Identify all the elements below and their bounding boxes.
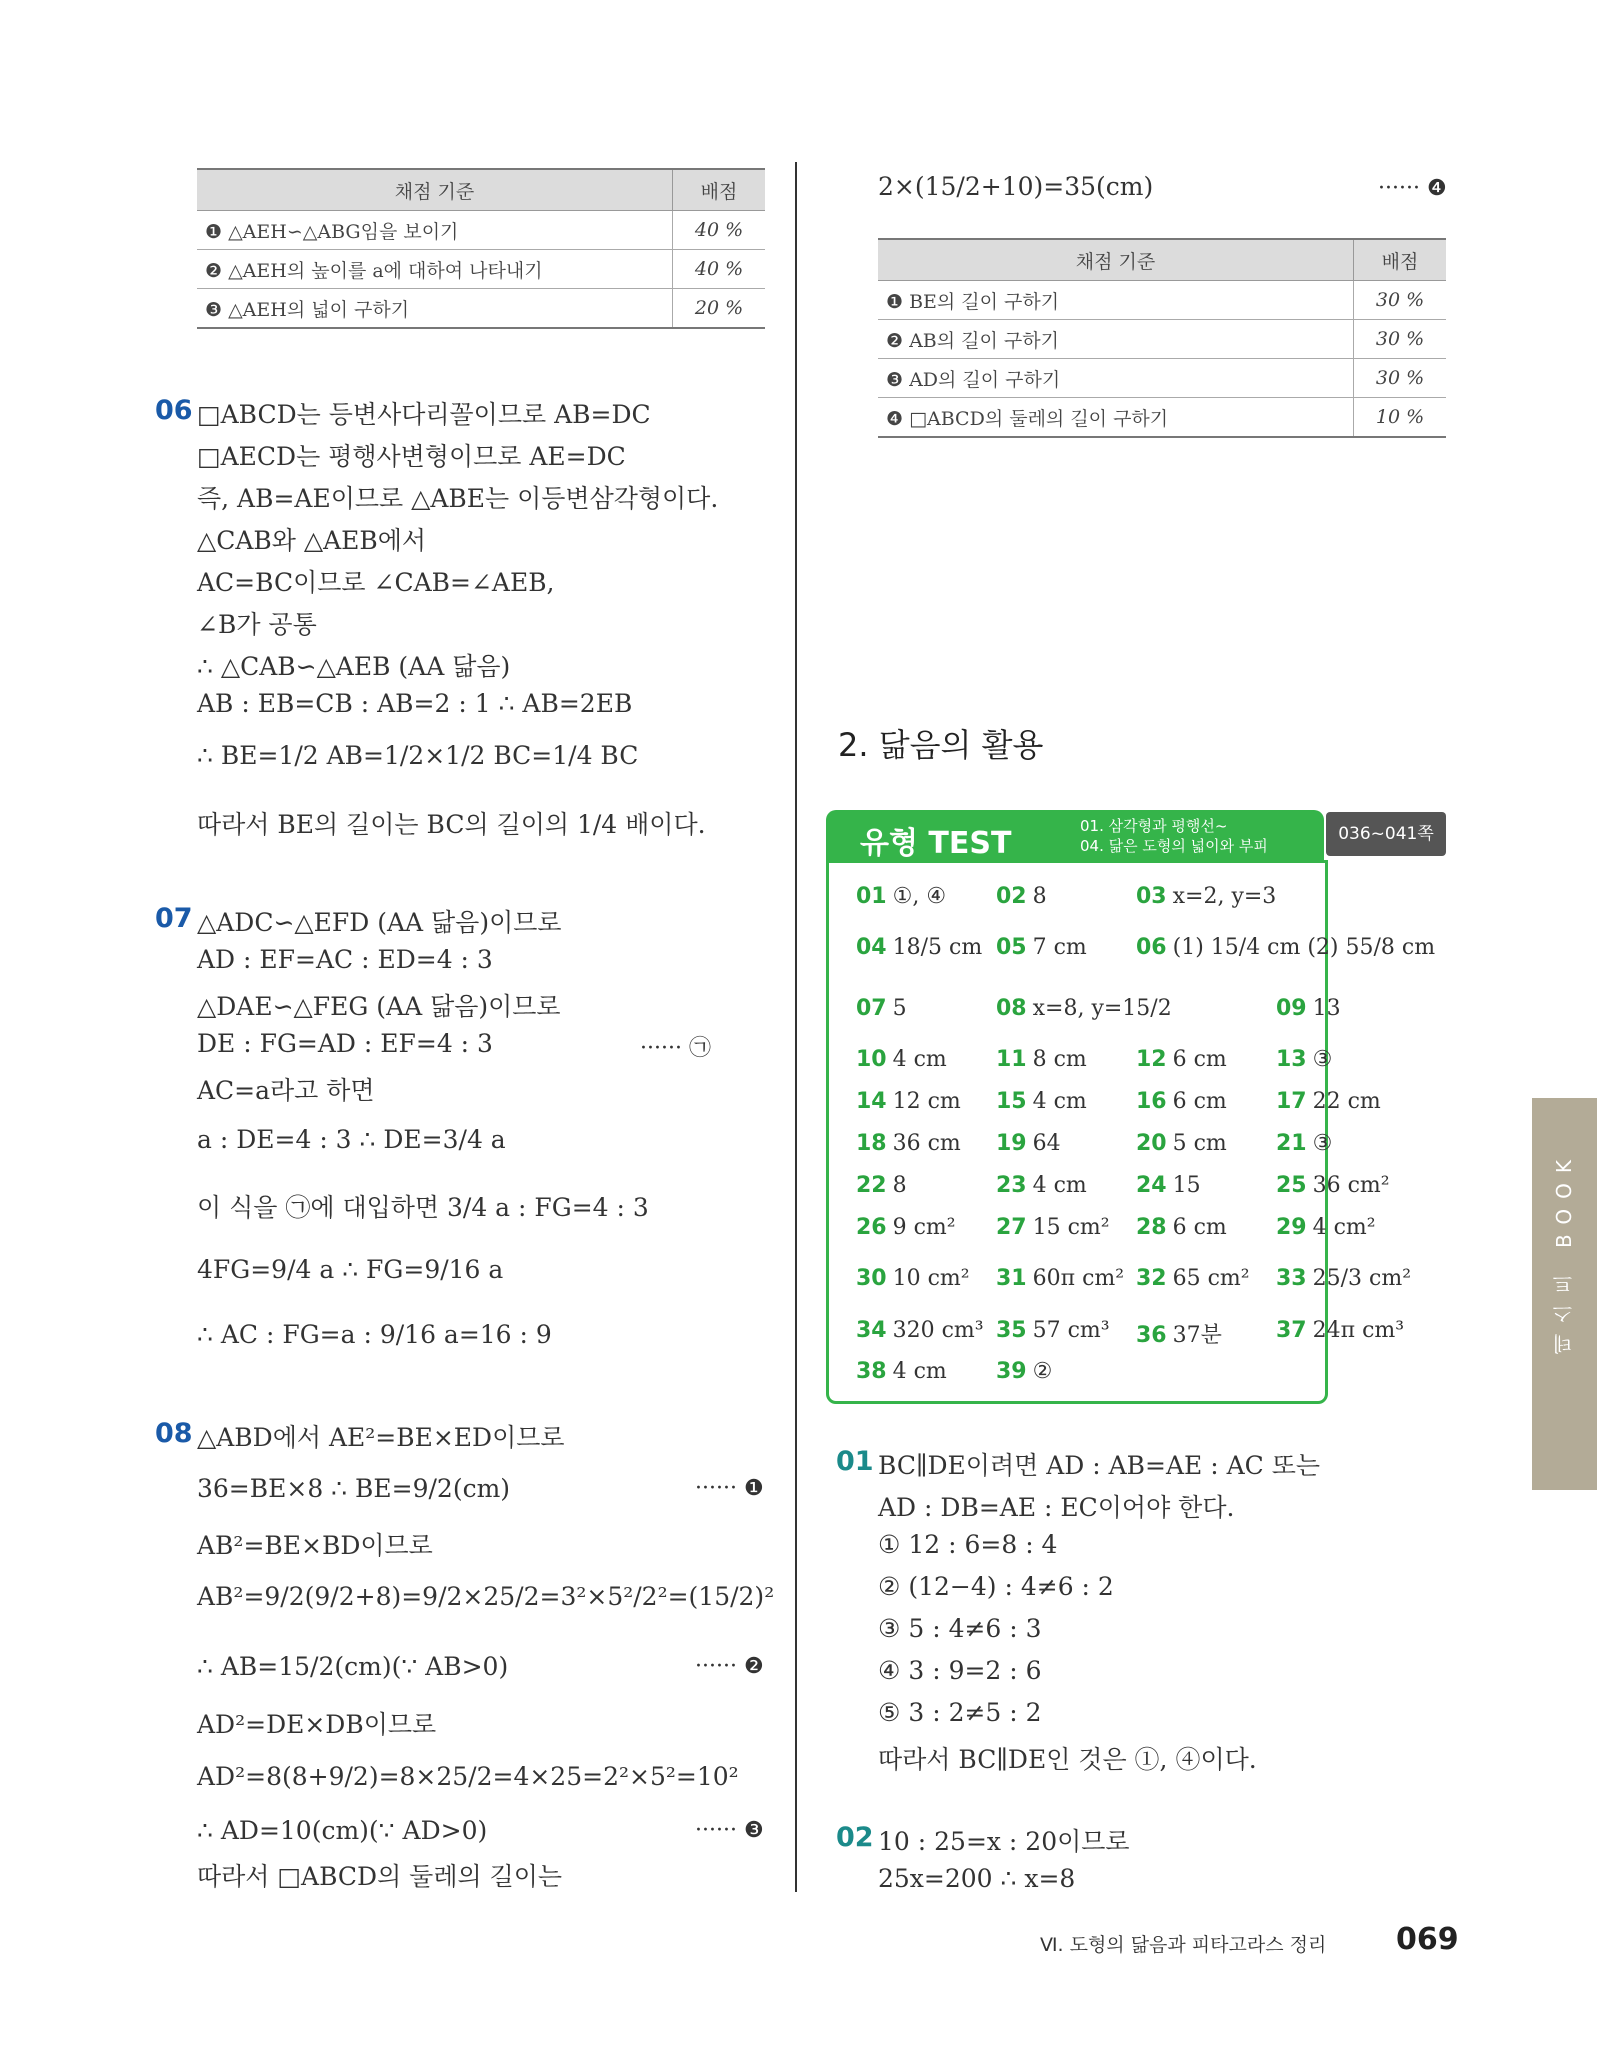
- solution-line: □AECD는 평행사변형이므로 AE=DC: [197, 442, 626, 471]
- answer-item: [1276, 1266, 1411, 1291]
- answer-number: 11: [996, 1047, 1027, 1072]
- solution-line: □ABCD는 등변사다리꼴이므로 AB=DC: [197, 400, 651, 429]
- answer-item: [1136, 935, 1435, 960]
- answer-item: [1276, 1131, 1332, 1156]
- answer-item: [1276, 1318, 1404, 1343]
- problem-number: 07: [155, 903, 193, 934]
- section-title: 2. 닮음의 활용: [838, 726, 1044, 764]
- table-row: [878, 281, 1446, 320]
- answer-number: 34: [856, 1318, 887, 1343]
- table-row: [197, 289, 765, 329]
- answer-item: [1136, 1318, 1222, 1349]
- answer-value: ③: [1312, 1131, 1333, 1156]
- answer-value: 36 cm²: [1312, 1173, 1390, 1198]
- solution-line: AD²=8(8+9/2)=8×25/2=4×25=2²×5²=10²: [197, 1762, 739, 1791]
- solution-line: ∴ △CAB∽△AEB (AA 닮음): [197, 652, 511, 681]
- answer-number: 20: [1136, 1131, 1167, 1156]
- answer-item: [1276, 1047, 1332, 1072]
- answer-item: [1136, 1173, 1201, 1198]
- answer-number: 02: [996, 884, 1027, 909]
- table-cell: ❶ △AEH∽△ABG임을 보이기: [197, 211, 673, 250]
- solution-line: 4FG=9/4 a ∴ FG=9/16 a: [197, 1255, 504, 1284]
- answer-value: 25/3 cm²: [1312, 1266, 1412, 1291]
- problem-number: 02: [836, 1822, 874, 1853]
- answer-number: 07: [856, 996, 887, 1021]
- table-header: 채점 기준: [197, 169, 673, 211]
- answer-item: [996, 996, 1172, 1021]
- answer-value: x=2, y=3: [1172, 884, 1277, 909]
- answer-item: [996, 1266, 1124, 1291]
- answer-value: 7 cm: [1032, 935, 1087, 960]
- answer-number: 27: [996, 1215, 1027, 1240]
- table-header: 채점 기준: [878, 239, 1354, 281]
- answer-item: [1136, 1089, 1227, 1114]
- answer-number: 37: [1276, 1318, 1307, 1343]
- solution-line: AD : EF=AC : ED=4 : 3: [197, 945, 493, 974]
- answer-number: 14: [856, 1089, 887, 1114]
- answer-number: 08: [996, 996, 1027, 1021]
- answer-item: [1136, 1047, 1227, 1072]
- answer-item: [1276, 1089, 1381, 1114]
- problem-number: 01: [836, 1446, 874, 1477]
- solution-line: ∴ AC : FG=a : 9/16 a=16 : 9: [197, 1320, 552, 1349]
- table-cell: 40 %: [673, 211, 766, 250]
- answer-value: 37분: [1172, 1323, 1222, 1348]
- side-tab-text: 테스트 BOOK: [1552, 1150, 1576, 1355]
- column-divider: [795, 162, 797, 1892]
- answer-number: 36: [1136, 1323, 1167, 1348]
- answer-item: [1136, 1215, 1227, 1240]
- answer-item: [856, 1173, 907, 1198]
- answer-value: 24π cm³: [1312, 1318, 1405, 1343]
- test-box-subtitle-line: 04. 닮은 도형의 넓이와 부피: [1080, 837, 1268, 855]
- answer-item: [996, 884, 1047, 909]
- answer-value: 8: [892, 1173, 907, 1198]
- table-cell: 30 %: [1354, 281, 1447, 320]
- step-marker: ······ ❸: [695, 1818, 764, 1843]
- page-number: 069: [1396, 1922, 1459, 1957]
- solution-line: ③ 5 : 4≠6 : 3: [878, 1614, 1042, 1643]
- answer-value: 4 cm: [1032, 1173, 1087, 1198]
- table-row: [878, 398, 1446, 438]
- answer-value: 6 cm: [1172, 1047, 1227, 1072]
- answer-number: 17: [1276, 1089, 1307, 1114]
- answer-item: [996, 1131, 1061, 1156]
- answer-number: 25: [1276, 1173, 1307, 1198]
- answer-item: [1276, 1215, 1376, 1240]
- problem-number: 08: [155, 1418, 193, 1449]
- table-cell: ❸ △AEH의 넓이 구하기: [197, 289, 673, 329]
- answer-number: 15: [996, 1089, 1027, 1114]
- solution-line: ∴ BE=1/2 AB=1/2×1/2 BC=1/4 BC: [197, 741, 639, 770]
- solution-line: △CAB와 △AEB에서: [197, 526, 427, 555]
- answer-value: ②: [1032, 1359, 1053, 1384]
- answer-value: (1) 15/4 cm (2) 55/8 cm: [1172, 935, 1436, 960]
- answer-value: 13: [1312, 996, 1341, 1021]
- answer-value: 9 cm²: [892, 1215, 956, 1240]
- answer-value: 18/5 cm: [892, 935, 983, 960]
- step-marker: ······ ❶: [695, 1476, 764, 1501]
- answer-item: [856, 1318, 984, 1343]
- test-box-subtitle: [1080, 816, 1268, 856]
- left-score-table: [197, 168, 765, 329]
- table-cell: 20 %: [673, 289, 766, 329]
- solution-line: AC=BC이므로 ∠CAB=∠AEB,: [197, 568, 555, 597]
- equation-marker: ······ ㉠: [640, 1036, 711, 1061]
- solution-line: ② (12−4) : 4≠6 : 2: [878, 1572, 1114, 1601]
- table-cell: ❷ △AEH의 높이를 a에 대하여 나타내기: [197, 250, 673, 289]
- solution-line: 따라서 □ABCD의 둘레의 길이는: [197, 1862, 563, 1891]
- answer-item: [1136, 884, 1276, 909]
- solution-line: △DAE∽△FEG (AA 닮음)이므로: [197, 992, 561, 1021]
- chapter-footer: Ⅵ. 도형의 닮음과 피타고라스 정리: [1040, 1934, 1327, 1956]
- answer-number: 23: [996, 1173, 1027, 1198]
- solution-line: 따라서 BC∥DE인 것은 ①, ④이다.: [878, 1745, 1257, 1774]
- solution-line: ∠B가 공통: [197, 610, 317, 639]
- answer-value: 320 cm³: [892, 1318, 984, 1343]
- answer-number: 01: [856, 884, 887, 909]
- answer-value: 8: [1032, 884, 1047, 909]
- solution-line: AD²=DE×DB이므로: [197, 1710, 437, 1739]
- answer-number: 38: [856, 1359, 887, 1384]
- answer-item: [1136, 1131, 1227, 1156]
- answer-number: 28: [1136, 1215, 1167, 1240]
- answer-number: 13: [1276, 1047, 1307, 1072]
- answer-item: [1276, 1173, 1390, 1198]
- answer-value: 64: [1032, 1131, 1061, 1156]
- answer-number: 30: [856, 1266, 887, 1291]
- table-row: [197, 211, 765, 250]
- table-cell: ❸ AD의 길이 구하기: [878, 359, 1354, 398]
- answer-value: 36 cm: [892, 1131, 961, 1156]
- perimeter-formula: 2×(15/2+10)=35(cm): [878, 172, 1154, 201]
- answer-value: 65 cm²: [1172, 1266, 1250, 1291]
- answer-number: 29: [1276, 1215, 1307, 1240]
- answer-number: 06: [1136, 935, 1167, 960]
- answer-value: 4 cm: [1032, 1089, 1087, 1114]
- answer-item: [996, 1359, 1052, 1384]
- answer-number: 05: [996, 935, 1027, 960]
- answer-value: 12 cm: [892, 1089, 961, 1114]
- answer-value: 57 cm³: [1032, 1318, 1110, 1343]
- answer-value: ③: [1312, 1047, 1333, 1072]
- solution-line: 즉, AB=AE이므로 △ABE는 이등변삼각형이다.: [197, 484, 719, 513]
- table-row: [878, 320, 1446, 359]
- answer-item: [856, 1089, 961, 1114]
- answer-number: 10: [856, 1047, 887, 1072]
- answer-value: 5 cm: [1172, 1131, 1227, 1156]
- solution-line: ⑤ 3 : 2≠5 : 2: [878, 1698, 1042, 1727]
- solution-line: AB : EB=CB : AB=2 : 1 ∴ AB=2EB: [197, 689, 633, 718]
- answer-item: [996, 1173, 1087, 1198]
- answer-item: [996, 1089, 1087, 1114]
- right-score-table: [878, 238, 1446, 438]
- answer-item: [856, 884, 946, 909]
- answer-number: 21: [1276, 1131, 1307, 1156]
- answer-item: [996, 1215, 1110, 1240]
- answer-number: 18: [856, 1131, 887, 1156]
- answer-number: 12: [1136, 1047, 1167, 1072]
- solution-line: AB²=9/2(9/2+8)=9/2×25/2=3²×5²/2²=(15/2)²: [197, 1582, 775, 1611]
- answer-value: ①, ④: [892, 884, 947, 909]
- page-range-badge: 036~041쪽: [1326, 812, 1446, 856]
- solution-line: ① 12 : 6=8 : 4: [878, 1530, 1058, 1559]
- table-cell: 40 %: [673, 250, 766, 289]
- answer-item: [856, 1266, 970, 1291]
- problem-number: 06: [155, 395, 193, 426]
- solution-line: 10 : 25=x : 20이므로: [878, 1827, 1130, 1856]
- answer-value: 4 cm: [892, 1047, 947, 1072]
- answer-item: [1276, 996, 1341, 1021]
- answer-value: 10 cm²: [892, 1266, 970, 1291]
- solution-line: △ADC∽△EFD (AA 닮음)이므로: [197, 908, 562, 937]
- answer-number: 22: [856, 1173, 887, 1198]
- answer-item: [856, 996, 907, 1021]
- answer-value: 15 cm²: [1032, 1215, 1110, 1240]
- table-cell: 30 %: [1354, 320, 1447, 359]
- side-tab-label: [1548, 1150, 1578, 1363]
- table-cell: ❹ □ABCD의 둘레의 길이 구하기: [878, 398, 1354, 438]
- answer-number: 19: [996, 1131, 1027, 1156]
- table-cell: 10 %: [1354, 398, 1447, 438]
- solution-line: AC=a라고 하면: [197, 1076, 375, 1105]
- answer-item: [856, 1047, 947, 1072]
- solution-line: 이 식을 ㉠에 대입하면 3/4 a : FG=4 : 3: [197, 1193, 649, 1222]
- solution-line: 따라서 BE의 길이는 BC의 길이의 1/4 배이다.: [197, 810, 706, 839]
- test-box-subtitle-line: 01. 삼각형과 평행선~: [1080, 817, 1228, 835]
- solution-line: a : DE=4 : 3 ∴ DE=3/4 a: [197, 1125, 506, 1154]
- answer-number: 24: [1136, 1173, 1167, 1198]
- answer-value: 8 cm: [1032, 1047, 1087, 1072]
- answer-number: 33: [1276, 1266, 1307, 1291]
- table-cell: ❶ BE의 길이 구하기: [878, 281, 1354, 320]
- answer-item: [1136, 1266, 1250, 1291]
- answer-value: 4 cm²: [1312, 1215, 1376, 1240]
- answer-number: 26: [856, 1215, 887, 1240]
- answer-item: [996, 1047, 1087, 1072]
- answer-item: [856, 1359, 947, 1384]
- table-cell: 30 %: [1354, 359, 1447, 398]
- answer-number: 03: [1136, 884, 1167, 909]
- answer-item: [996, 1318, 1110, 1343]
- table-cell: ❷ AB의 길이 구하기: [878, 320, 1354, 359]
- table-header: 배점: [1354, 239, 1447, 281]
- answer-number: 39: [996, 1359, 1027, 1384]
- solution-line: ∴ AD=10(cm)(∵ AD>0): [197, 1816, 488, 1845]
- answer-value: 5: [892, 996, 907, 1021]
- table-header: 배점: [673, 169, 766, 211]
- answer-value: 60π cm²: [1032, 1266, 1125, 1291]
- solution-line: 36=BE×8 ∴ BE=9/2(cm): [197, 1474, 511, 1503]
- table-row: [197, 250, 765, 289]
- solution-line: BC∥DE이려면 AD : AB=AE : AC 또는: [878, 1451, 1321, 1480]
- answer-value: 6 cm: [1172, 1215, 1227, 1240]
- solution-line: ∴ AB=15/2(cm)(∵ AB>0): [197, 1652, 509, 1681]
- step-marker: ······ ❹: [1378, 176, 1447, 201]
- answer-item: [996, 935, 1087, 960]
- answer-number: 35: [996, 1318, 1027, 1343]
- solution-line: 25x=200 ∴ x=8: [878, 1864, 1076, 1893]
- step-marker: ······ ❷: [695, 1654, 764, 1679]
- solution-line: AB²=BE×BD이므로: [197, 1531, 433, 1560]
- answer-item: [856, 1215, 956, 1240]
- answer-item: [856, 935, 982, 960]
- answer-value: x=8, y=15/2: [1032, 996, 1172, 1021]
- answer-number: 09: [1276, 996, 1307, 1021]
- answer-number: 16: [1136, 1089, 1167, 1114]
- solution-line: ④ 3 : 9=2 : 6: [878, 1656, 1042, 1685]
- solution-line: △ABD에서 AE²=BE×ED이므로: [197, 1423, 565, 1452]
- answer-item: [856, 1131, 961, 1156]
- table-row: [878, 359, 1446, 398]
- answer-value: 6 cm: [1172, 1089, 1227, 1114]
- answer-number: 04: [856, 935, 887, 960]
- answer-value: 4 cm: [892, 1359, 947, 1384]
- answer-number: 31: [996, 1266, 1027, 1291]
- answer-value: 15: [1172, 1173, 1201, 1198]
- test-box-title: 유형 TEST: [860, 826, 1012, 861]
- solution-line: DE : FG=AD : EF=4 : 3: [197, 1029, 493, 1058]
- answer-number: 32: [1136, 1266, 1167, 1291]
- answer-value: 22 cm: [1312, 1089, 1381, 1114]
- solution-line: AD : DB=AE : EC이어야 한다.: [878, 1493, 1235, 1522]
